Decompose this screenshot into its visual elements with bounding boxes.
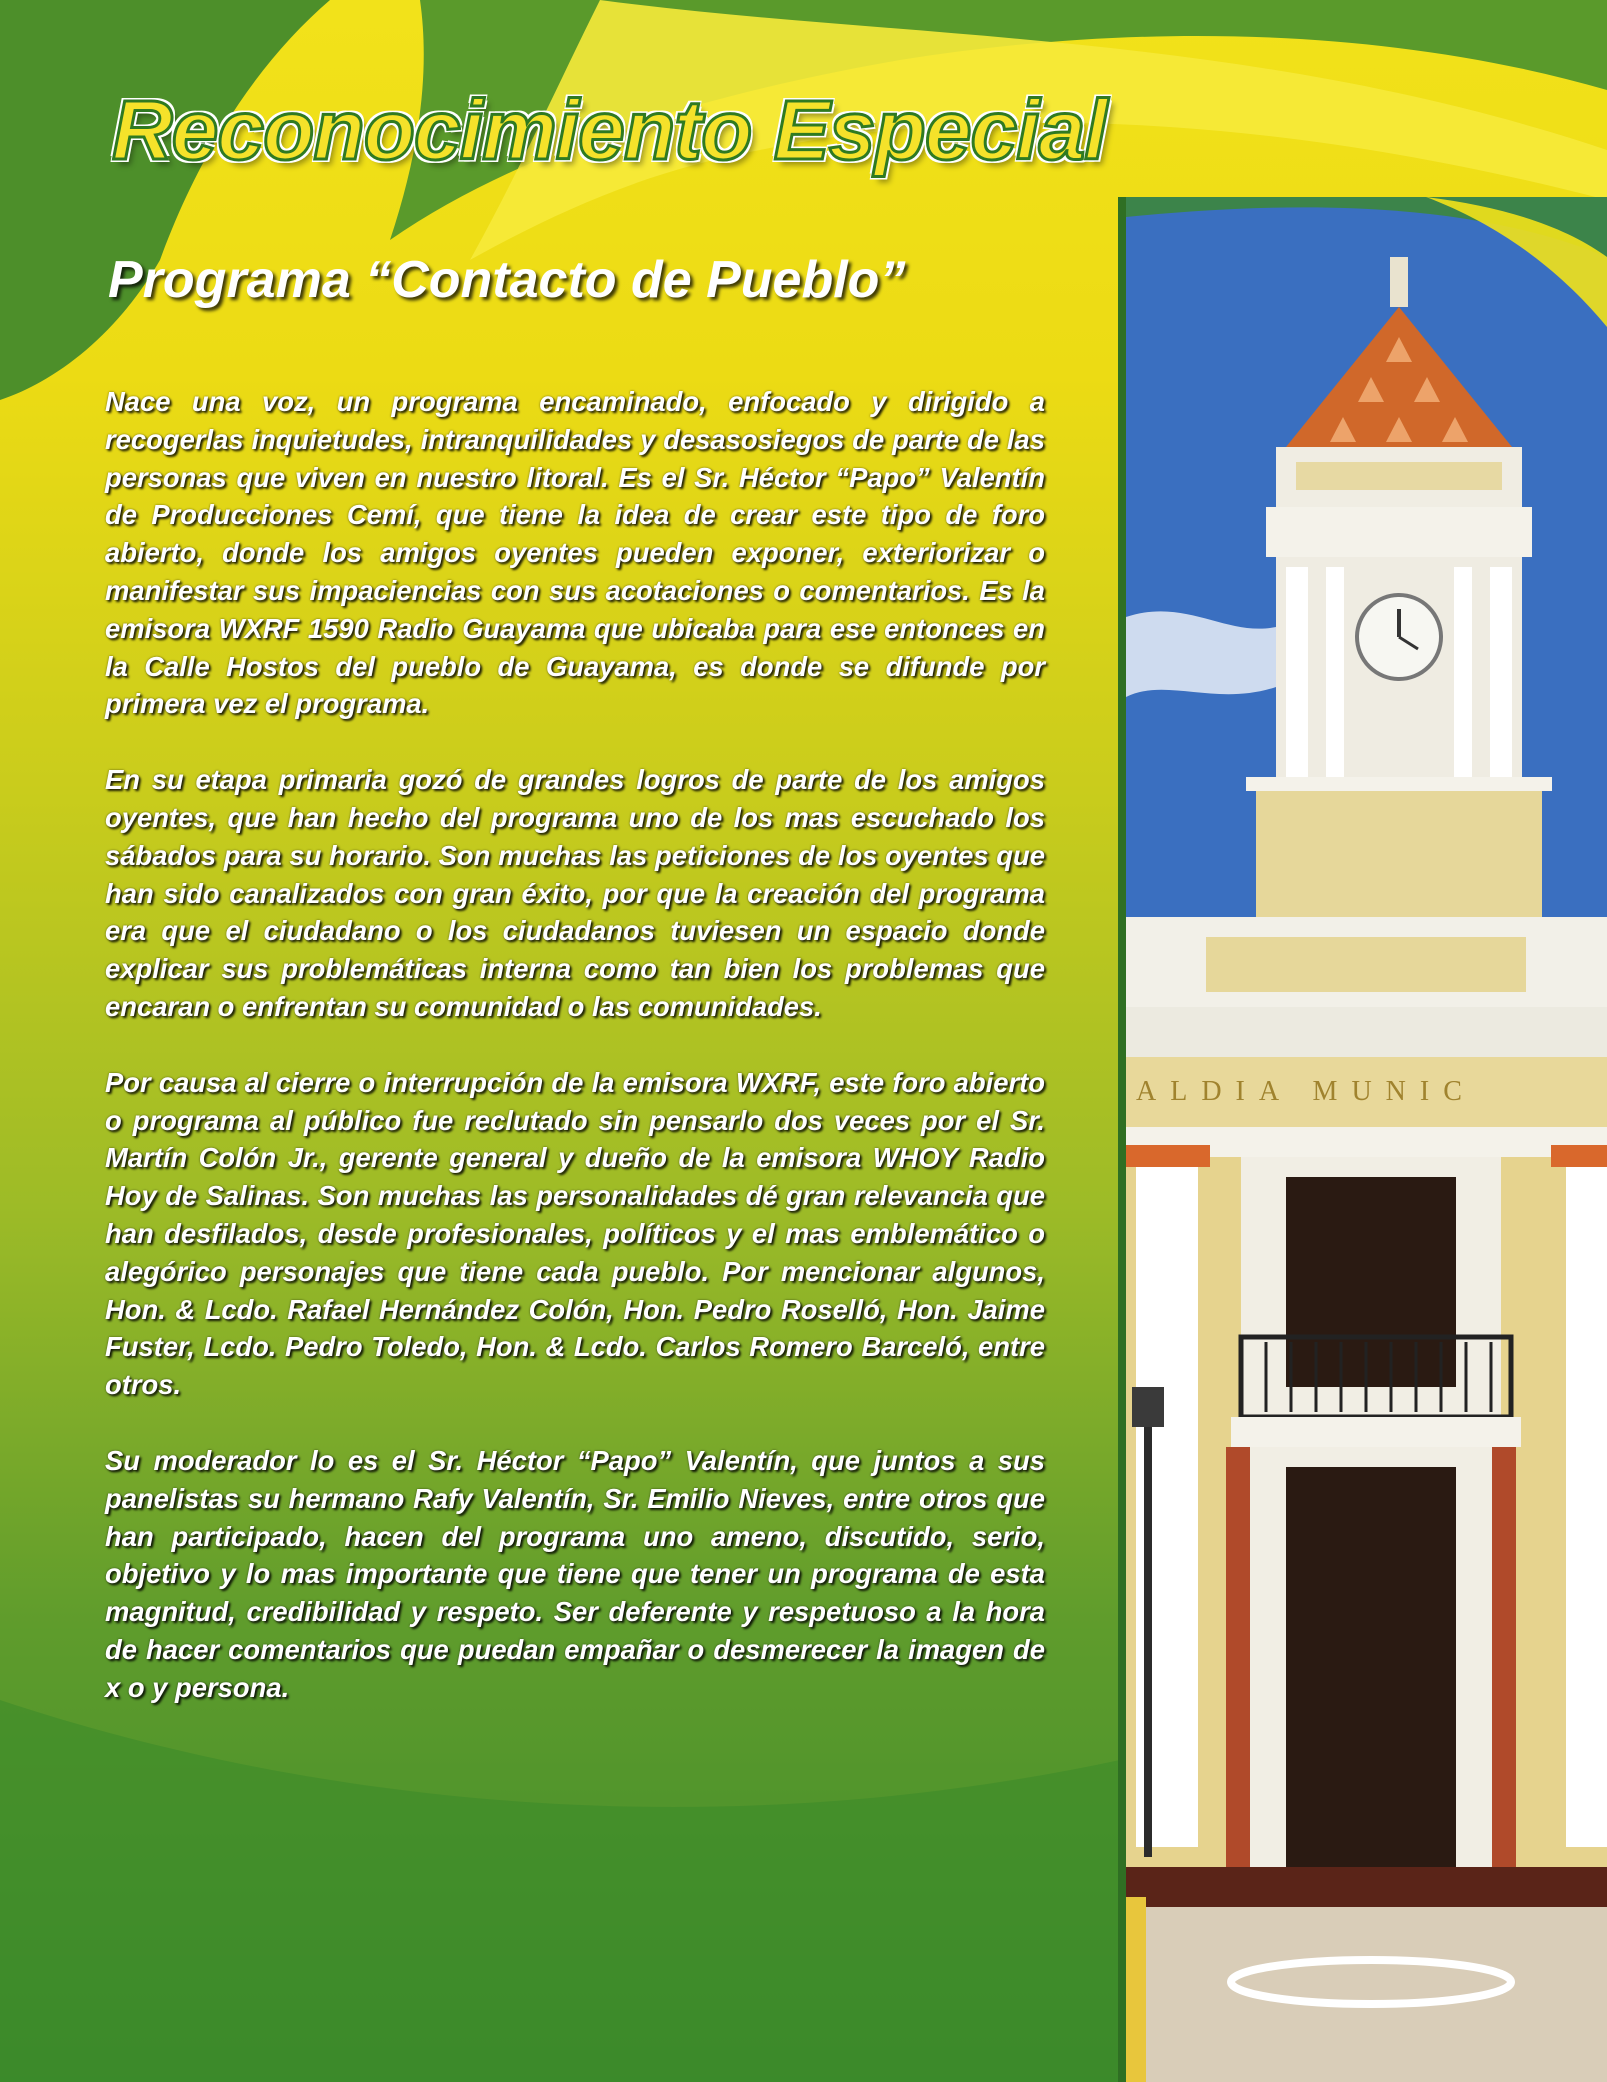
headline: Reconocimiento Especial	[112, 83, 1107, 177]
article-body	[105, 383, 1045, 1745]
article-paragraph: Por causa al cierre o interrupción de la emisora WXRF, este foro abierto o programa al público fue reclutado sin pensarlo dos veces por el Sr. Martín Colón Jr., gerente general y dueño de la emisora WHOY Radio Hoy de Salinas. Son muchas las personalidades dé gran relevancia que han desfilados, desde profesionales, políticos y el mas emblemático o alegórico personajes que tiene cada pueblo. Por mencionar algunos, Hon. & Lcdo. Rafael Hernández Colón, Hon. Pedro Roselló, Hon. Jaime Fuster, Lcdo. Pedro Toledo, Hon. & Lcdo. Carlos Romero Barceló, entre otros.	[105, 1066, 1045, 1401]
article-paragraph: En su etapa primaria gozó de grandes logros de parte de los amigos oyentes, que han hecho del programa uno de los mas escuchado los sábados para su horario. Son muchas las peticiones de los oyentes que han sido canalizados con gran éxito, por que la creación del programa era que el ciudadano o los ciudadanos tuviesen un espacio donde explicar sus problemáticas interna como tan bien los problemas que encaran o enfrentan su comunidad o las comunidades.	[105, 764, 1045, 1022]
main-door	[1286, 1467, 1456, 1867]
subheadline: Programa “Contacto de Pueblo”	[108, 251, 906, 309]
spire-finial	[1390, 257, 1408, 307]
article-paragraph: Su moderador lo es el Sr. Héctor “Papo” Valentín, que juntos a sus panelistas su hermano Rafy Valentín, Sr. Emilio Nieves, entre otros que han participado, hacen del programa uno ameno, discutido, serio, objetivo y lo mas importante que tiene que tener un programa de esta magnitud, credibilidad y respeto. Ser deferente y respetuoso a la hora de hacer comentarios que puedan empañar o desmerecer la imagen de x o y persona.	[105, 1444, 1045, 1703]
article-paragraph: Nace una voz, un programa encaminado, enfocado y dirigido a recogerlas inquietudes, intranquilidades y desasosiegos de parte de las personas que viven en nuestro litoral. Es el Sr. Héctor “Papo” Valentín de Producciones Cemí, que tiene la idea de crear este tipo de foro abierto, donde los amigos oyentes pueden exponer, exteriorizar o manifestar sus impaciencias con sus acotaciones o comentarios. Es la emisora WXRF 1590 Radio Guayama que ubicaba para ese entonces en la Calle Hostos del pueblo de Guayama, es donde se difunde por primera vez el programa.	[105, 386, 1045, 720]
column	[1566, 1157, 1607, 1847]
upper-door	[1286, 1177, 1456, 1387]
city-hall-photo	[1118, 197, 1607, 2082]
lamp-post	[1144, 1417, 1152, 1857]
facade-inscription: ALDIA MUNIC	[1136, 1076, 1476, 1107]
